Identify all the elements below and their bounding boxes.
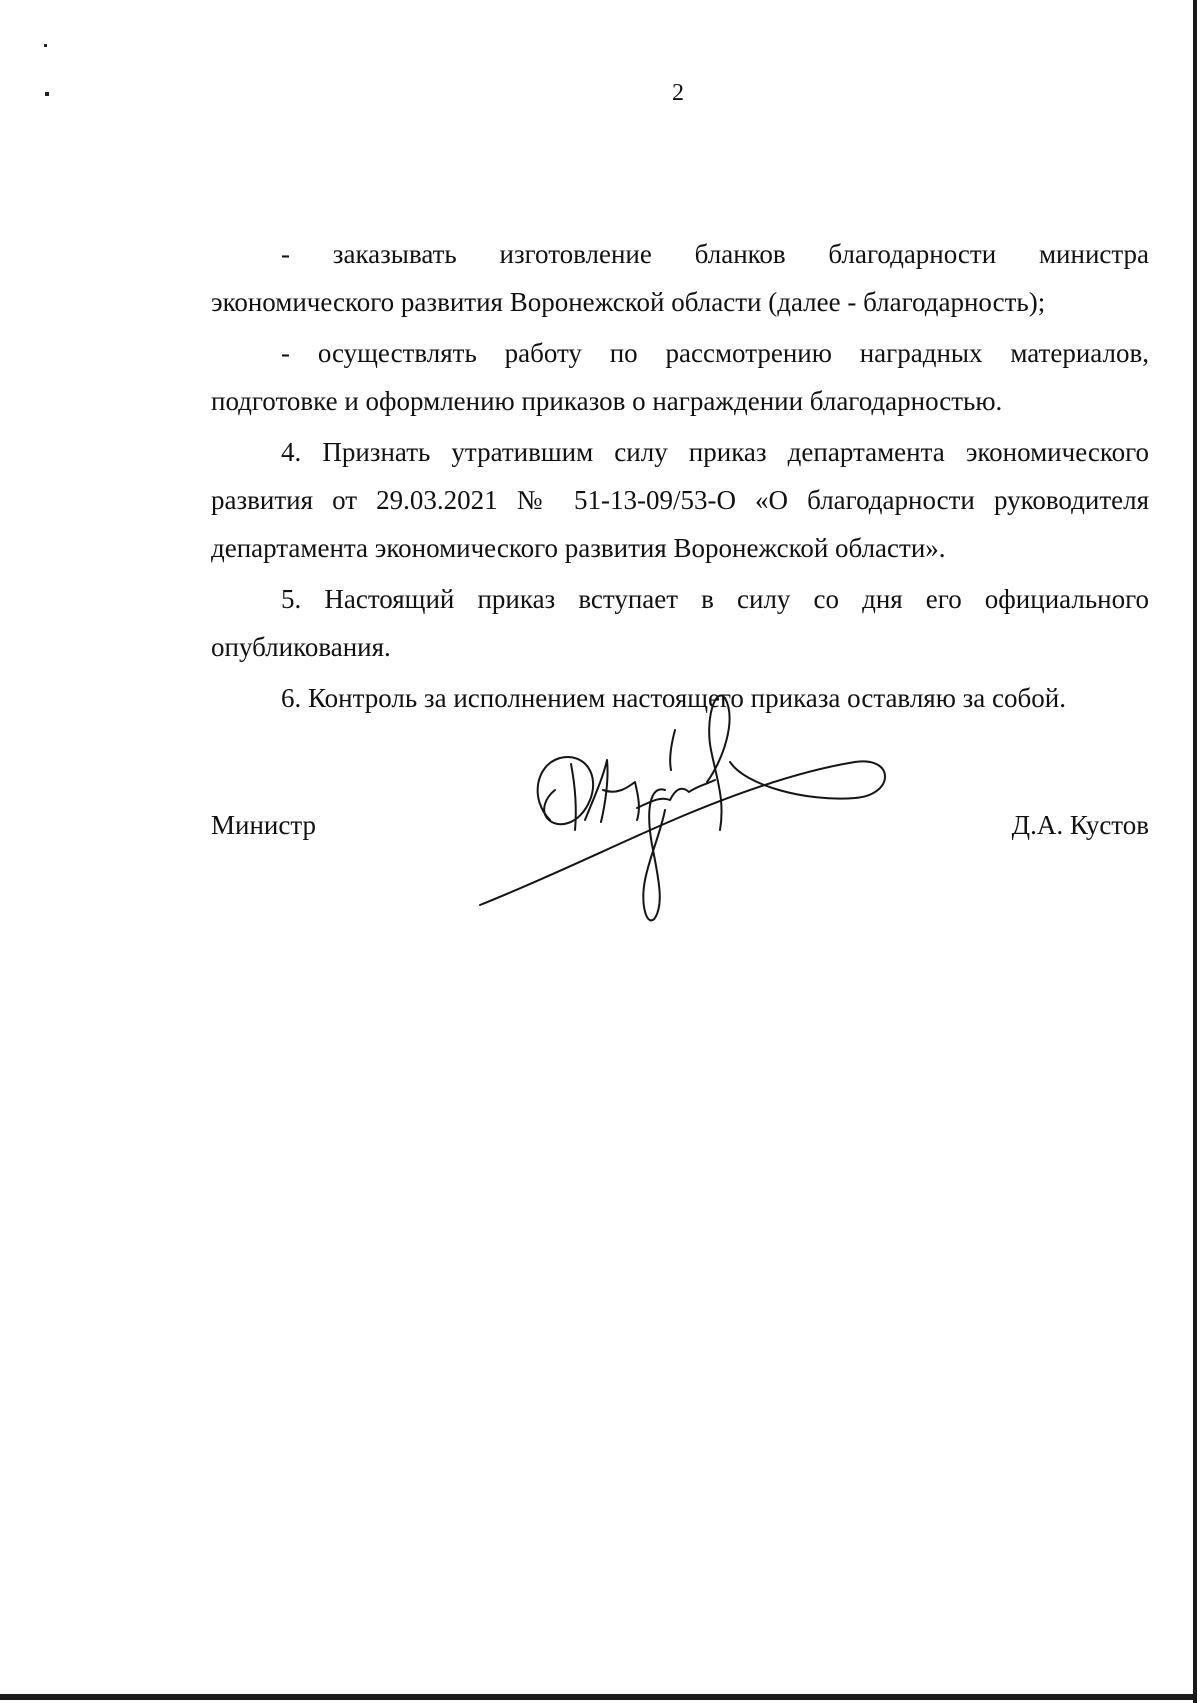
paragraph-order-blanks: - заказывать изготовление бланков благодарности министра экономического развития Воронежской области (далее - благодарность); bbox=[211, 239, 1149, 317]
document-body bbox=[211, 230, 1149, 722]
signer-title: Министр bbox=[211, 810, 316, 840]
paragraph-review-materials: - осуществлять работу по рассмотрению наградных материалов, подготовке и оформлению приказов о награждении благодарностью. bbox=[211, 338, 1149, 416]
signer-name: Д.А. Кустов bbox=[1011, 810, 1149, 840]
paragraph-item-5: 5. Настоящий приказ вступает в силу со дня его официального опубликования. bbox=[211, 584, 1149, 662]
scan-speck bbox=[45, 92, 49, 96]
scan-speck bbox=[44, 44, 47, 47]
scan-edge-right bbox=[1193, 0, 1197, 1703]
paragraph-item-4: 4. Признать утратившим силу приказ департамента экономического развития от 29.03.2021 № 51-13-09/53-О «О благодарности руководителя департамента экономического развития Воронежской области». bbox=[211, 437, 1149, 563]
scan-edge-bottom bbox=[0, 1694, 1197, 1700]
paragraph-item-6: 6. Контроль за исполнением настоящего приказа оставляю за собой. bbox=[281, 683, 1066, 713]
handwritten-signature bbox=[475, 690, 905, 935]
page-number: 2 bbox=[672, 80, 684, 106]
